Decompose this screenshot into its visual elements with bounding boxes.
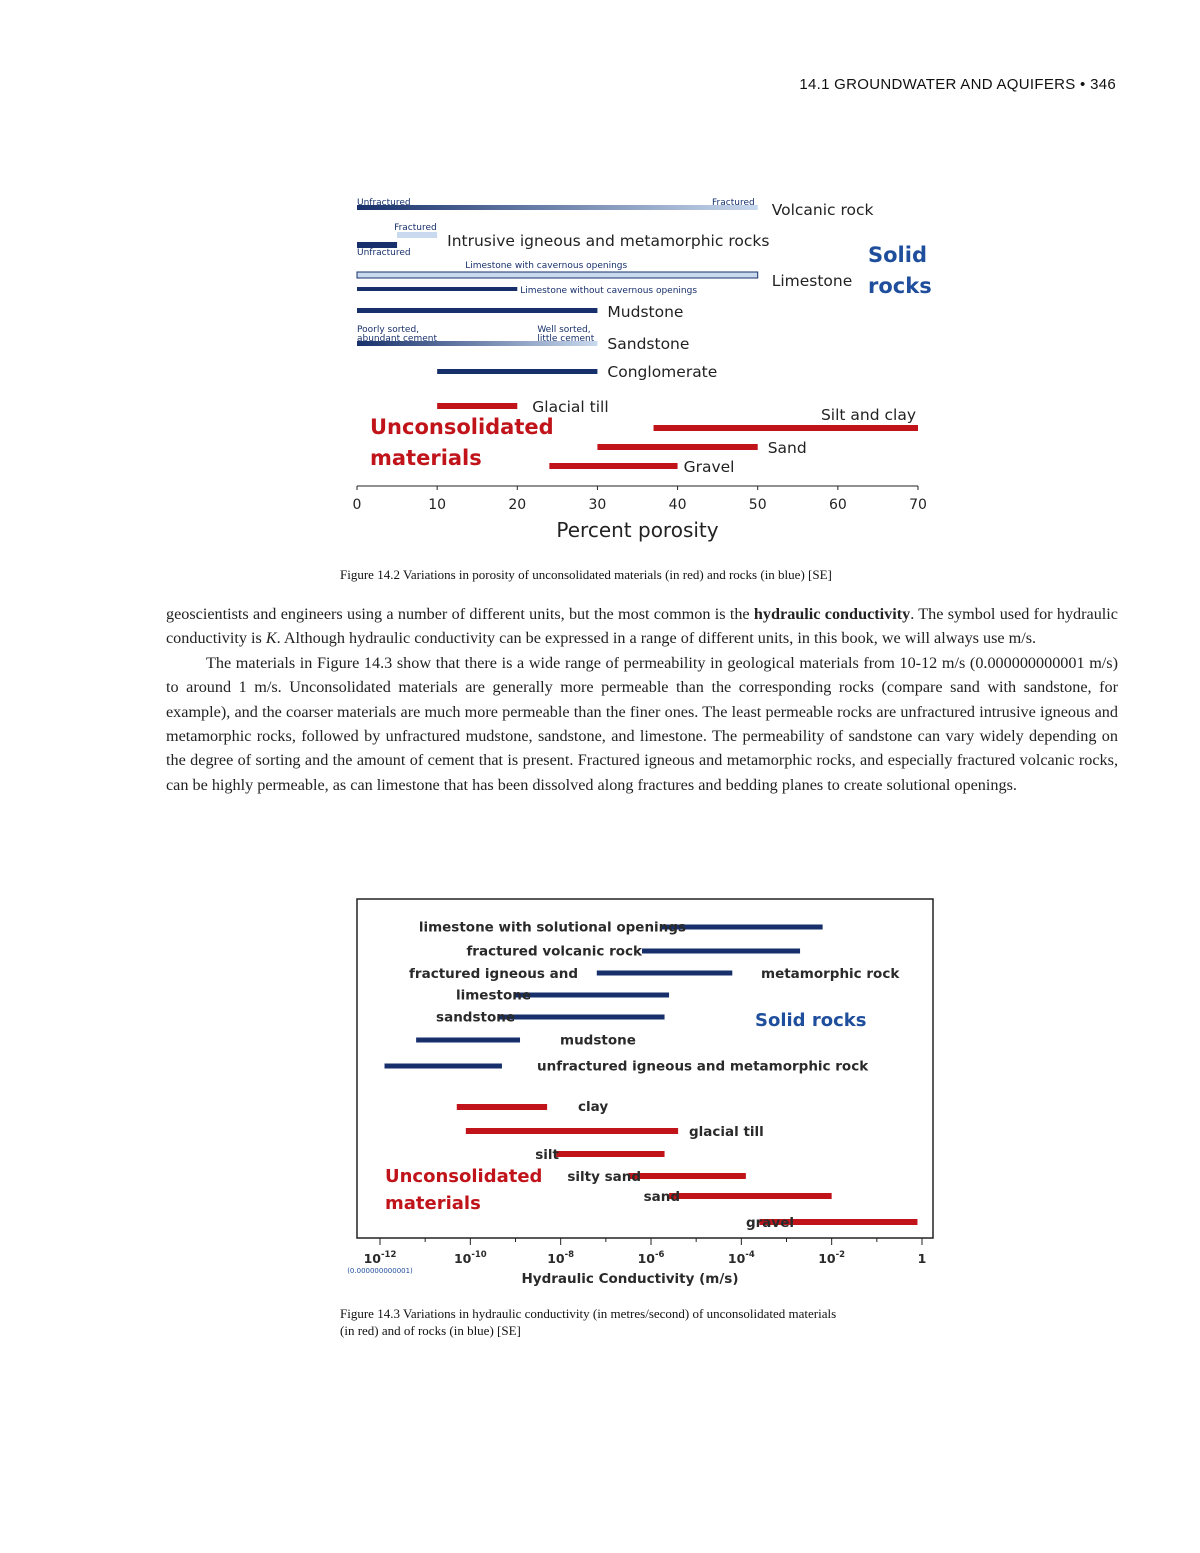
bar-glacial-till bbox=[466, 1128, 678, 1134]
note-volcanic-fractured: Fractured bbox=[712, 198, 755, 208]
note-sandstone-well-sorted: Well sorted, bbox=[537, 325, 591, 335]
x-axis-label: Percent porosity bbox=[556, 518, 719, 542]
note-intrusive-unfractured: Unfractured bbox=[357, 248, 411, 258]
label-sand: Sand bbox=[767, 439, 807, 457]
bar-silt bbox=[556, 1151, 664, 1157]
para1-c: . Although hydraulic conductivity can be expressed in a range of different units, in this book, we will always use m/s. bbox=[276, 629, 1037, 648]
x-tick-label: $10^{-12}$ bbox=[363, 1250, 397, 1266]
term-hydraulic-conductivity: hydraulic conductivity bbox=[753, 605, 911, 623]
x-tick-label: 50 bbox=[748, 497, 767, 513]
x-tick-label: 0 bbox=[352, 497, 362, 513]
bar-volcanic-rock bbox=[357, 205, 758, 210]
x-tick-label: 10 bbox=[428, 497, 447, 513]
hydraulic-conductivity-chart bbox=[340, 895, 960, 1295]
x-tick-label: $10^{-10}$ bbox=[453, 1250, 487, 1266]
bar-limestone-no-cavernous bbox=[357, 287, 517, 291]
bar-mudstone bbox=[357, 308, 597, 313]
note-intrusive-fractured: Fractured bbox=[394, 223, 437, 233]
porosity-chart bbox=[340, 185, 960, 550]
bar-glacial-till bbox=[437, 403, 517, 409]
x-tick-label: $10^{-4}$ bbox=[727, 1250, 755, 1266]
label-silt-and-clay: Silt and clay bbox=[820, 406, 916, 424]
note-sandstone-well-sorted: little cement bbox=[537, 334, 595, 344]
x-tick-label: 70 bbox=[909, 497, 927, 513]
bar-silt-and-clay bbox=[654, 425, 918, 431]
bar-sand bbox=[597, 444, 757, 450]
label-sandstone: Sandstone bbox=[607, 335, 690, 353]
label-gravel: gravel bbox=[745, 1215, 794, 1231]
label-volcanic-rock: Volcanic rock bbox=[771, 201, 874, 219]
x-tick-label: 30 bbox=[588, 497, 607, 513]
label-intrusive-igneous-and-metamorphic-rocks: Intrusive igneous and metamorphic rocks bbox=[447, 232, 770, 250]
bar-clay bbox=[457, 1104, 547, 1110]
group-label-unconsolidated: Unconsolidated bbox=[370, 415, 554, 439]
x-tick-label: $10^{-2}$ bbox=[818, 1250, 846, 1266]
group-label-solid-rocks: Solid rocks bbox=[755, 1010, 867, 1031]
running-header bbox=[799, 76, 1116, 93]
label-conglomerate: Conglomerate bbox=[607, 363, 718, 381]
bar-sand bbox=[669, 1193, 832, 1199]
label-sandstone: sandstone bbox=[436, 1009, 515, 1026]
x-tick-note: (0.000000000001) bbox=[347, 1267, 413, 1275]
label-limestone: Limestone bbox=[771, 272, 853, 290]
x-tick-label: 40 bbox=[668, 497, 687, 513]
figure-14-3-caption bbox=[340, 1305, 980, 1339]
paragraph-1 bbox=[166, 602, 1118, 651]
label-clay: clay bbox=[578, 1099, 609, 1115]
para1-a: geoscientists and engineers using a number of different units, but the most common is the bbox=[166, 605, 754, 623]
bar-mudstone bbox=[416, 1038, 520, 1043]
figure-14-3-caption-line-1: Figure 14.3 Variations in hydraulic conductivity (in metres/second) of unconsolidated materials bbox=[340, 1306, 837, 1321]
figure-14-2-caption: Figure 14.2 Variations in porosity of unconsolidated materials (in red) and rocks (in blue) [SE] bbox=[340, 567, 832, 582]
label-limestone-with-solutional-openings: limestone with solutional openings bbox=[418, 919, 686, 936]
figure-14-3-caption-line-2: (in red) and of rocks (in blue) [SE] bbox=[340, 1323, 521, 1338]
running-title: 14.1 GROUNDWATER AND AQUIFERS bbox=[799, 76, 1076, 93]
label-limestone: limestone bbox=[455, 987, 531, 1004]
bar-fractured-igneous-and-metamorphic-rock bbox=[597, 971, 733, 976]
label-sand: sand bbox=[643, 1189, 680, 1205]
bar-conglomerate bbox=[437, 369, 597, 374]
label-gravel: Gravel bbox=[683, 458, 735, 476]
label-fractured-igneous-part-1: fractured igneous and bbox=[409, 966, 578, 982]
x-tick-label: $10^{-8}$ bbox=[547, 1250, 575, 1266]
group-label-unconsolidated: Unconsolidated bbox=[385, 1166, 543, 1187]
bar-unfractured-igneous-and-metamorphic-rock bbox=[385, 1064, 502, 1069]
x-axis-label: Hydraulic Conductivity (m/s) bbox=[521, 1271, 739, 1287]
group-label-unconsolidated: materials bbox=[370, 446, 482, 470]
bar-sandstone bbox=[497, 1015, 664, 1020]
label-glacial-till: Glacial till bbox=[532, 398, 609, 416]
label-fractured-volcanic-rock: fractured volcanic rock bbox=[466, 943, 642, 960]
bar-silty-sand bbox=[628, 1173, 745, 1179]
bar-gravel bbox=[549, 463, 677, 469]
note-sandstone-poorly-sorted: abundant cement bbox=[357, 334, 437, 344]
paragraph-2: The materials in Figure 14.3 show that there is a wide range of permeability in geological materials from 10-12 m/s (0.000000000001 m/s) to around 1 m/s. Unconsolidated materials are generally more permeable than the corresponding rocks (compare sand with sandstone, for example), and the coarser materials are much more permeable than the finer ones. The least permeable rocks are unfractured intrusive igneous and metamorphic rocks, followed by unfractured mudstone, sandstone, and limestone. The permeability of sandstone can vary widely depending on the degree of sorting and the amount of cement that is present. Fractured igneous and metamorphic rocks, and especially fractured volcanic rocks, can be highly permeable, as can limestone that has been dissolved along fractures and bedding planes to create solutional openings. bbox=[166, 653, 1118, 794]
label-mudstone: mudstone bbox=[560, 1032, 636, 1049]
symbol-k: K bbox=[265, 629, 277, 648]
note-sandstone-poorly-sorted: Poorly sorted, bbox=[357, 325, 420, 335]
note-volcanic-unfractured: Unfractured bbox=[357, 198, 411, 208]
label-silt: silt bbox=[535, 1147, 559, 1163]
para1-b: . The symbol used for hydraulic conductivity is bbox=[166, 605, 1118, 648]
body-text bbox=[166, 602, 1118, 797]
bar-fractured-volcanic-rock bbox=[642, 949, 800, 954]
group-label-solid-rocks: rocks bbox=[868, 274, 932, 298]
label-glacial-till: glacial till bbox=[689, 1124, 764, 1140]
label-unfractured-igneous-and-metamorphic-rock: unfractured igneous and metamorphic rock bbox=[537, 1058, 869, 1075]
x-tick-label: 20 bbox=[508, 497, 527, 513]
bar-limestone-cavernous bbox=[357, 272, 758, 278]
note-limestone-no-cavernous: Limestone without cavernous openings bbox=[520, 286, 698, 296]
label-fractured-igneous-part-2: metamorphic rock bbox=[761, 966, 900, 982]
x-tick-label: 60 bbox=[828, 497, 847, 513]
bar-limestone bbox=[516, 993, 670, 998]
page-number: 346 bbox=[1090, 76, 1116, 93]
x-tick-label: 1 bbox=[917, 1251, 927, 1266]
label-silty-sand: silty sand bbox=[567, 1169, 641, 1185]
note-limestone-cavernous: Limestone with cavernous openings bbox=[465, 261, 628, 271]
group-label-unconsolidated: materials bbox=[385, 1193, 481, 1214]
header-separator: • bbox=[1080, 76, 1086, 93]
group-label-solid-rocks: Solid bbox=[868, 243, 927, 267]
label-mudstone: Mudstone bbox=[607, 303, 684, 321]
x-tick-label: $10^{-6}$ bbox=[637, 1250, 665, 1266]
